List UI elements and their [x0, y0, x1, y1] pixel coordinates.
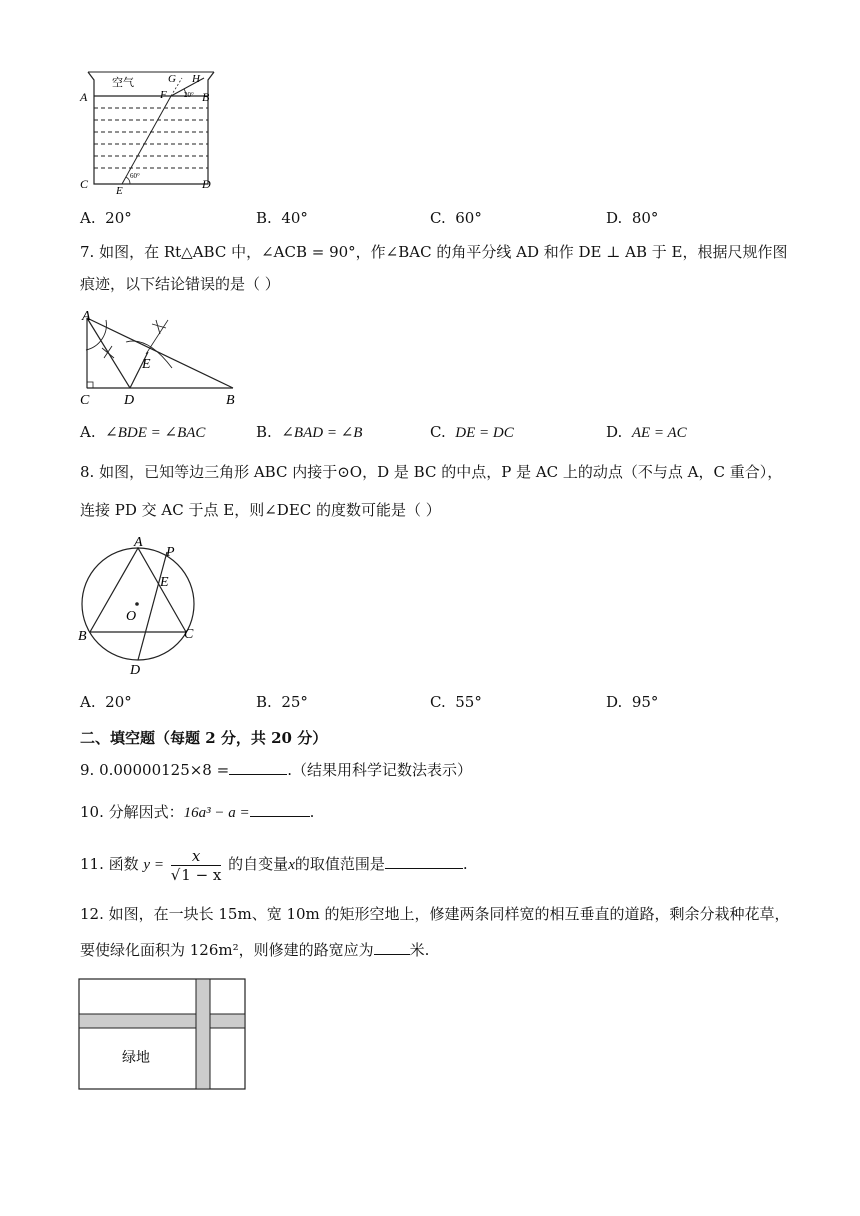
svg-text:E: E: [116, 185, 123, 196]
svg-text:D: D: [130, 663, 141, 676]
q8-option-a: A. 20°: [80, 693, 132, 711]
q8-option-d: D. 95°: [606, 693, 659, 711]
q6-option-c: C. 60°: [430, 209, 482, 227]
svg-text:H: H: [192, 73, 200, 85]
q6-option-d: D. 80°: [606, 209, 659, 227]
q7-stem-line2: 痕迹，以下结论错误的是（ ）: [80, 275, 280, 293]
svg-text:B: B: [78, 629, 87, 644]
svg-text:60°: 60°: [130, 172, 140, 180]
svg-text:O: O: [126, 609, 137, 624]
q12-answer-blank[interactable]: [374, 940, 410, 955]
svg-text:A: A: [82, 309, 91, 324]
q7-option-a: A. ∠BDE = ∠BAC: [80, 423, 206, 441]
svg-text:G: G: [168, 73, 176, 85]
q12-stem-line2: 要使绿化面积为 126m²，则修建的路宽应为 米.: [80, 941, 430, 959]
q11: 11. 函数 y = $\frac{x}{√1 - x}$ 的自变量x的取值范围是 .: [80, 846, 468, 884]
q8-stem-line2: 连接 PD 交 AC 于点 E，则∠DEC 的度数可能是（ ）: [80, 501, 441, 519]
q8-stem-line1: 8. 如图，已知等边三角形 ABC 内接于⊙O，D 是 BC 的中点，P 是 AC 上的动点（不与点 A，C 重合），: [80, 463, 783, 481]
svg-text:20°: 20°: [184, 91, 194, 99]
q6-figure: [78, 66, 228, 196]
q7-figure: [76, 306, 246, 410]
q11-answer-blank[interactable]: [385, 854, 463, 869]
q6-label-air: 空气: [112, 76, 134, 89]
svg-text:C: C: [80, 177, 89, 191]
svg-text:A: A: [80, 90, 88, 104]
svg-text:P: P: [166, 545, 175, 560]
q10-answer-blank[interactable]: [250, 802, 310, 817]
svg-text:B: B: [202, 90, 210, 104]
q7-option-d: D. AE = AC: [606, 423, 687, 441]
q6-option-a: A. 20°: [80, 209, 132, 227]
q10: 10. 分解因式：16a³ − a = .: [80, 803, 315, 821]
q7-stem-line1: 7. 如图，在 Rt△ABC 中，∠ACB = 90°，作∠BAC 的角平分线 AD 和作 DE ⊥ AB 于 E，根据尺规作图: [80, 243, 788, 261]
svg-text:D: D: [202, 177, 211, 191]
svg-text:C: C: [184, 627, 194, 642]
svg-text:A: A: [134, 535, 143, 550]
q8-option-c: C. 55°: [430, 693, 482, 711]
q8-option-b: B. 25°: [256, 693, 308, 711]
section-2-title: 二、填空题（每题 2 分，共 20 分）: [80, 729, 328, 747]
q7-option-c: C. DE = DC: [430, 423, 514, 441]
q9-answer-blank[interactable]: [229, 760, 287, 775]
svg-text:C: C: [80, 393, 90, 408]
q6-option-b: B. 40°: [256, 209, 308, 227]
q11-fraction: $\frac{x}{√1 - x}$: [170, 846, 222, 884]
svg-text:B: B: [226, 393, 235, 408]
q7-option-b: B. ∠BAD = ∠B: [256, 423, 363, 441]
svg-text:E: E: [142, 357, 151, 372]
q12-stem-line1: 12. 如图，在一块长 15m、宽 10m 的矩形空地上，修建两条同样宽的相互垂直的道路，剩余分栽种花草，: [80, 905, 790, 923]
svg-text:D: D: [124, 393, 135, 408]
q12-label-green: 绿地: [122, 1050, 150, 1066]
svg-text:F: F: [160, 89, 167, 101]
q12-figure: [78, 978, 248, 1092]
q8-figure: [76, 534, 206, 676]
q9: 9. 0.00000125×8 = .（结果用科学记数法表示）: [80, 761, 472, 779]
svg-text:E: E: [160, 575, 169, 590]
